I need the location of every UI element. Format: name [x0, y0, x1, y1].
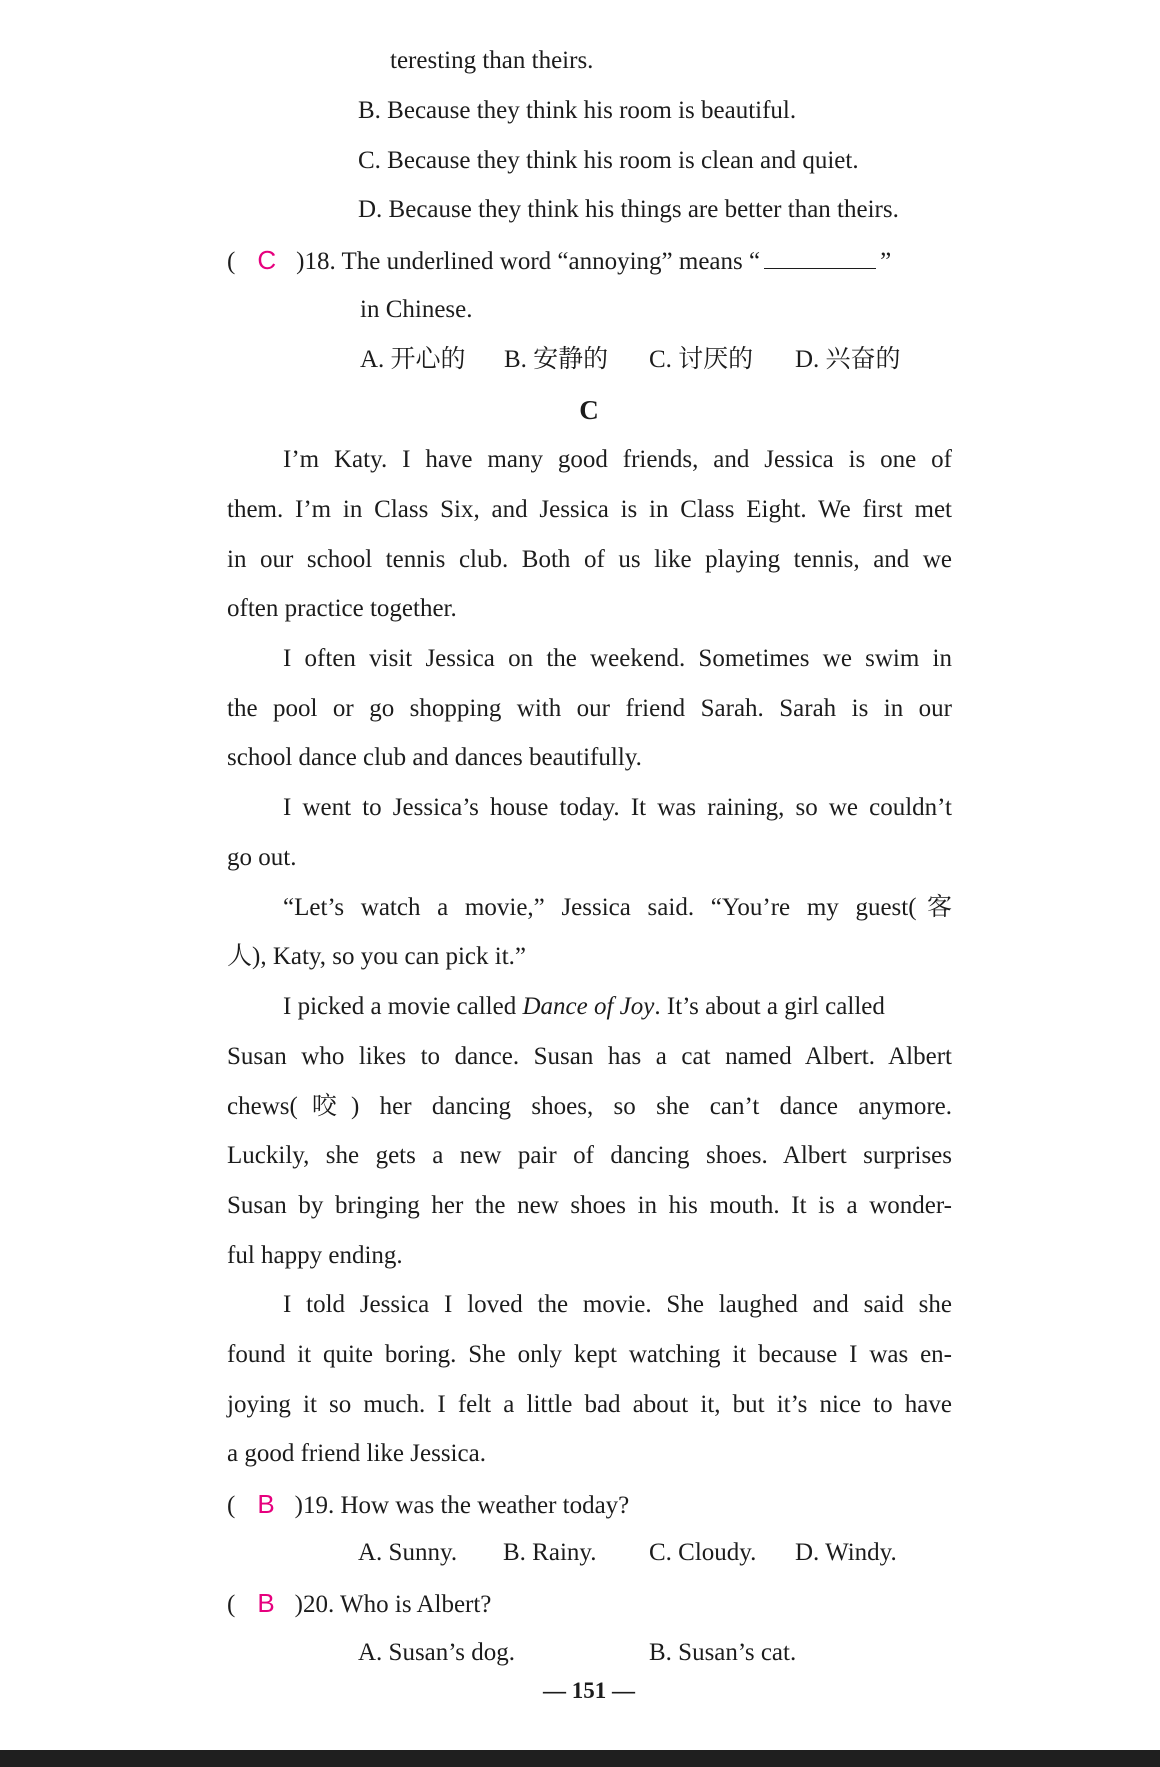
q19-option-a: A. Sunny. [358, 1539, 458, 1566]
passage-line-movie [283, 992, 885, 1022]
answer-paren-close: ) [296, 248, 305, 275]
q17-option-a-continuation: teresting than theirs. [390, 47, 594, 74]
q17-option-b: B. Because they think his room is beautiful. [358, 97, 797, 124]
question-18-close-quote: ” [880, 248, 892, 275]
passage-text: I picked a movie called [283, 993, 517, 1020]
q19-option-b: B. Rainy. [503, 1539, 597, 1566]
q18-option-d: D. 兴奋的 [795, 346, 901, 373]
q19-option-c: C. Cloudy. [649, 1539, 757, 1566]
answer-20: B [257, 1588, 275, 1618]
passage-line: them. I’m in Class Six, and Jessica is in Class Eight. We first met [227, 496, 952, 523]
passage-text: . It’s about a girl called [654, 993, 885, 1020]
question-19-text: 19. How was the weather today? [303, 1492, 630, 1519]
passage-line: chews(咬) her dancing shoes, so she can’t dance anymore. [227, 1093, 952, 1120]
answer-blank [764, 246, 876, 269]
answer-paren-close: ) [294, 1492, 303, 1519]
passage-line: Luckily, she gets a new pair of dancing shoes. Albert surprises [227, 1142, 952, 1169]
bottom-edge-bar [0, 1750, 1160, 1767]
passage-line: joying it so much. I felt a little bad about it, but it’s nice to have [227, 1391, 952, 1418]
passage-line: “Let’s watch a movie,” Jessica said. “You’re my guest(客 [283, 894, 952, 921]
passage-line: I often visit Jessica on the weekend. Sometimes we swim in [283, 645, 952, 672]
answer-paren-open: ( [227, 1591, 236, 1618]
q20-option-a: A. Susan’s dog. [358, 1639, 515, 1666]
answer-paren-open: ( [227, 248, 236, 275]
passage-line: school dance club and dances beautifully. [227, 744, 642, 771]
passage-line: I went to Jessica’s house today. It was raining, so we couldn’t [283, 794, 952, 821]
q18-option-c: C. 讨厌的 [649, 346, 754, 373]
question-20-text: 20. Who is Albert? [303, 1591, 492, 1618]
passage-line: I told Jessica I loved the movie. She laughed and said she [283, 1291, 952, 1318]
answer-paren-open: ( [227, 1492, 236, 1519]
question-19 [227, 1489, 629, 1521]
answer-18: C [257, 245, 277, 275]
passage-line: I’m Katy. I have many good friends, and Jessica is one of [283, 446, 952, 473]
passage-line: a good friend like Jessica. [227, 1440, 486, 1467]
passage-line: often practice together. [227, 595, 457, 622]
answer-19: B [257, 1489, 275, 1519]
passage-line: Susan by bringing her the new shoes in his mouth. It is a wonder- [227, 1192, 952, 1219]
question-18 [227, 245, 891, 277]
answer-paren-close: ) [294, 1591, 303, 1618]
section-heading: C [579, 395, 599, 425]
question-18-text: 18. The underlined word “annoying” means “ [304, 248, 761, 275]
passage-line: Susan who likes to dance. Susan has a cat named Albert. Albert [227, 1043, 952, 1070]
passage-line: the pool or go shopping with our friend Sarah. Sarah is in our [227, 695, 952, 722]
passage-line: 人), Katy, so you can pick it.” [227, 943, 526, 970]
passage-line: go out. [227, 844, 297, 871]
question-18-continuation: in Chinese. [360, 296, 473, 323]
passage-line: found it quite boring. She only kept watching it because I was en- [227, 1341, 952, 1368]
passage-line: in our school tennis club. Both of us like playing tennis, and we [227, 546, 952, 573]
movie-title: Dance of Joy [522, 993, 655, 1020]
q18-option-a: A. 开心的 [360, 346, 466, 373]
q17-option-d: D. Because they think his things are better than theirs. [358, 196, 899, 223]
passage-line: ful happy ending. [227, 1242, 403, 1269]
q17-option-c: C. Because they think his room is clean and quiet. [358, 147, 859, 174]
page-number: — 151 — [543, 1678, 635, 1703]
q20-option-b: B. Susan’s cat. [649, 1639, 797, 1666]
question-20 [227, 1588, 491, 1620]
q19-option-d: D. Windy. [795, 1539, 897, 1566]
q18-option-b: B. 安静的 [504, 346, 609, 373]
